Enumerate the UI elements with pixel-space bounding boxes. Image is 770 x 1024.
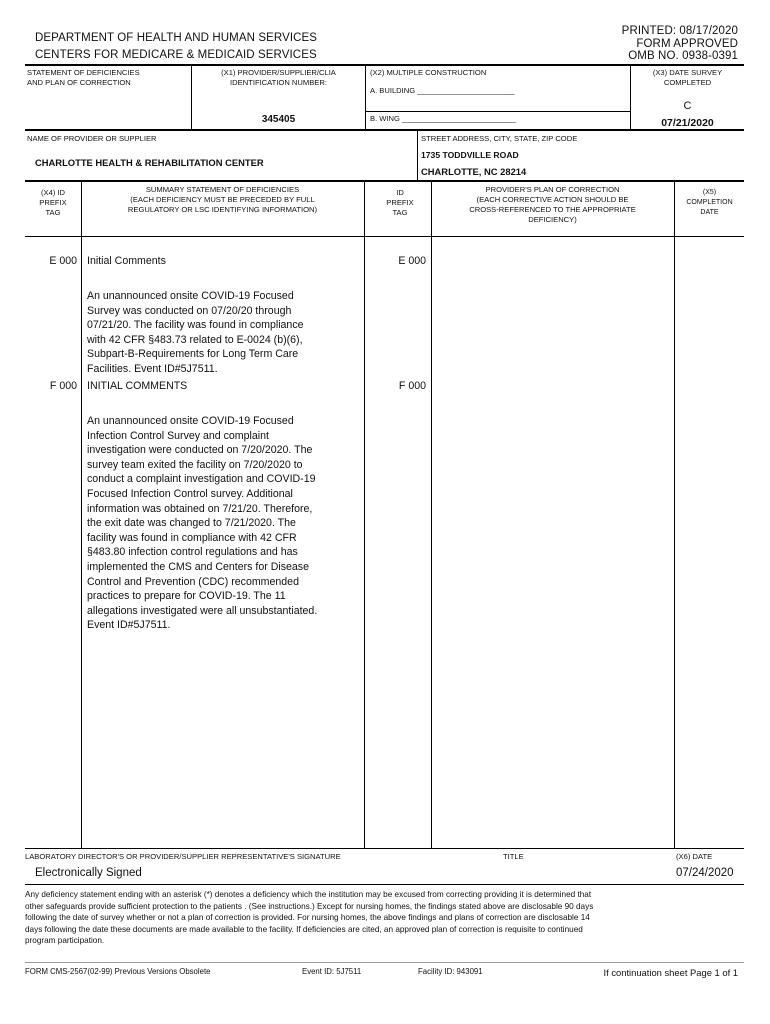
divider	[364, 180, 365, 848]
department-name: DEPARTMENT OF HEALTH AND HUMAN SERVICES	[35, 32, 318, 44]
provider-id-number: 345405	[261, 114, 296, 125]
omb-number: OMB NO. 0938-0391	[628, 50, 738, 62]
agency-name: CENTERS FOR MEDICARE & MEDICAID SERVICES	[35, 49, 317, 61]
footer-event-id: Event ID: 5J7511	[302, 967, 362, 976]
plan-header: PROVIDER'S PLAN OF CORRECTION (EACH CORRECTIVE ACTION SHOULD BE CROSS-REFERENCED TO THE APPROPRIATE DEFICIENCY)	[469, 185, 636, 224]
multiple-construction-label: (X2) MULTIPLE CONSTRUCTION	[370, 68, 487, 77]
entry-tag: E 000	[49, 255, 77, 267]
entry-title: INITIAL COMMENTS	[87, 380, 188, 392]
building-field: A. BUILDING _______________________	[370, 86, 515, 95]
divider	[431, 180, 432, 848]
body-bottom	[25, 848, 744, 849]
top-box-border	[25, 64, 744, 66]
date-label: (X6) DATE	[676, 852, 713, 861]
survey-letter: C	[683, 100, 692, 112]
provider-box-bottom	[25, 180, 744, 182]
disclaimer-text: Any deficiency statement ending with an asterisk (*) denotes a deficiency which the institution may be excused from correcting providing it is determined that other safeguards provide sufficient protection to the patients . (See instructions.) Except for nursing homes, the findings stated above are disclosable 90 days following the date of survey whether or not a plan of correction is provided. For nursing homes, the above findings and plans of correction are disclosable 14 days following the date these documents are made available to the facility. If deficiencies are cited, an approved plan of correction is requisite to continued program participation.	[25, 890, 594, 946]
wing-field: B. WING ___________________________	[370, 114, 517, 123]
entry-title: Initial Comments	[87, 255, 166, 267]
entry-tag: F 000	[49, 380, 77, 392]
form-number: FORM CMS-2567(02-99) Previous Versions Obsolete	[25, 967, 211, 976]
signature-label: LABORATORY DIRECTOR'S OR PROVIDER/SUPPLIER REPRESENTATIVE'S SIGNATURE	[25, 852, 341, 861]
column-header-bottom	[25, 236, 744, 237]
signature-bottom	[25, 884, 744, 885]
entry-right-tag: E 000	[398, 255, 426, 267]
entry-text: An unannounced onsite COVID-19 Focused Infection Control Survey and complaint investigation were conducted on 7/20/2020. The survey team exited the facility on 7/20/2020 to conduct a complaint investigation and COVID-19 Focused Infection Control survey. Additional information was obtained on 7/21/20. Therefore, the exit date was changed to 7/21/2020. The facility was found in compliance with 42 CFR §483.80 infection control regulations and has implemented the CMS and Centers for Disease Control and Prevention (CDC) recommended practices to prepare for COVID-19. The 11 allegations investigated were all unsubstantiated. Event ID#5J7511.	[87, 415, 318, 632]
divider	[417, 130, 418, 180]
date-survey-label: (X3) DATE SURVEY COMPLETED	[652, 68, 723, 87]
footer-facility-id: Facility ID: 943091	[418, 967, 483, 976]
page-number: If continuation sheet Page 1 of 1	[603, 967, 738, 978]
printed-date: PRINTED: 08/17/2020	[621, 25, 738, 37]
provider-name-label: NAME OF PROVIDER OR SUPPLIER	[27, 134, 157, 143]
divider	[81, 180, 82, 848]
x5-header: (X5) COMPLETION DATE	[686, 189, 733, 216]
footer-rule	[25, 962, 744, 963]
entry-right-tag: F 000	[398, 380, 426, 392]
id-header: ID PREFIX TAG	[386, 188, 414, 217]
x1-label: (X1) PROVIDER/SUPPLIER/CLIA IDENTIFICATION NUMBER:	[221, 68, 336, 87]
signature-date: 07/24/2020	[676, 867, 734, 879]
address-line-2: CHARLOTTE, NC 28214	[421, 166, 527, 177]
divider	[674, 180, 675, 848]
summary-header: SUMMARY STATEMENT OF DEFICIENCIES (EACH DEFICIENCY MUST BE PRECEDED BY FULL REGULATORY OR LSC IDENTIFYING INFORMATION)	[127, 185, 318, 214]
x4-header: (X4) ID PREFIX TAG	[39, 188, 67, 217]
electronic-signature: Electronically Signed	[35, 867, 142, 879]
title-label: TITLE	[503, 852, 524, 861]
top-box-bottom	[25, 129, 744, 131]
address-label: STREET ADDRESS, CITY, STATE, ZIP CODE	[421, 134, 578, 143]
survey-completed-date: 07/21/2020	[661, 117, 714, 129]
form-approved: FORM APPROVED	[636, 38, 738, 50]
statement-label: STATEMENT OF DEFICIENCIES AND PLAN OF CORRECTION	[27, 68, 140, 87]
provider-name: CHARLOTTE HEALTH & REHABILITATION CENTER	[35, 157, 264, 168]
entry-text: An unannounced onsite COVID-19 Focused Survey was conducted on 07/20/20 through 07/21/20. The facility was found in compliance with 42 CFR §483.73 related to E-0024 (b)(6), Subpart-B-Requirements for Long Term Care Facilities. Event ID#5J7511.	[87, 290, 304, 375]
divider	[365, 64, 366, 130]
divider	[365, 111, 630, 112]
address-line-1: 1735 TODDVILLE ROAD	[421, 150, 519, 160]
